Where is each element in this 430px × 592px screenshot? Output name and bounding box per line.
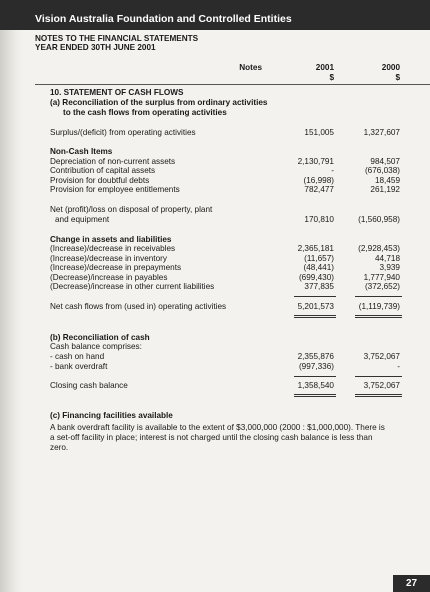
cash-item-label: - bank overdraft bbox=[50, 362, 108, 371]
title-bar bbox=[0, 0, 430, 30]
change-2000: (2,928,453) bbox=[358, 244, 400, 253]
cash-item-2000: 3,752,067 bbox=[363, 352, 400, 361]
closing-2001: 1,358,540 bbox=[297, 381, 334, 390]
year-ended: YEAR ENDED 30TH JUNE 2001 bbox=[35, 43, 156, 52]
cash-item-2001: 2,355,876 bbox=[297, 352, 334, 361]
surplus-label: Surplus/(deficit) from operating activities bbox=[50, 128, 196, 137]
subsection-b-title: (b) Reconciliation of cash bbox=[50, 333, 150, 342]
col-2000-unit: $ bbox=[395, 73, 400, 82]
subtotal-rule-2000 bbox=[355, 296, 402, 297]
subsection-c-title: (c) Financing facilities available bbox=[50, 411, 173, 420]
noncash-label: Provision for doubtful debts bbox=[50, 176, 150, 185]
noncash-2001: 782,477 bbox=[304, 185, 334, 194]
closing-2000: 3,752,067 bbox=[363, 381, 400, 390]
surplus-2001: 151,005 bbox=[304, 128, 334, 137]
total-rule-2001 bbox=[294, 315, 336, 316]
change-2001: 2,365,181 bbox=[297, 244, 334, 253]
change-2001: 377,835 bbox=[304, 282, 334, 291]
organisation-title: Vision Australia Foundation and Controlled Entities bbox=[35, 13, 292, 25]
subsection-a-title: (a) Reconciliation of the surplus from ordinary activities bbox=[50, 98, 268, 107]
net-cash-2001: 5,201,573 bbox=[297, 302, 334, 311]
header-rule bbox=[35, 84, 430, 85]
notes-title: NOTES TO THE FINANCIAL STATEMENTS bbox=[35, 34, 199, 43]
closing-rule-2001 bbox=[294, 376, 336, 377]
closing-rule-2000 bbox=[355, 376, 402, 377]
noncash-2000: (676,038) bbox=[364, 166, 400, 175]
noncash-label: Contribution of capital assets bbox=[50, 166, 156, 175]
change-label: (Increase)/decrease in prepayments bbox=[50, 263, 182, 272]
cash-item-label: - cash on hand bbox=[50, 352, 105, 361]
disposal-label-cont: and equipment bbox=[55, 215, 110, 224]
cash-item-2001: (997,336) bbox=[298, 362, 334, 371]
closing-total-rule-2001 bbox=[294, 394, 336, 395]
net-cash-label: Net cash flows from (used in) operating activities bbox=[50, 302, 227, 311]
total-rule-2001-double bbox=[294, 317, 336, 318]
change-2000: 3,939 bbox=[379, 263, 400, 272]
closing-total-rule-2001-double bbox=[294, 396, 336, 397]
noncash-2001: - bbox=[331, 166, 334, 175]
closing-label: Closing cash balance bbox=[50, 381, 128, 390]
change-label: (Increase)/decrease in receivables bbox=[50, 244, 176, 253]
cash-item-2000: - bbox=[397, 362, 400, 371]
page-binding-shadow bbox=[0, 0, 22, 592]
closing-total-rule-2000-double bbox=[355, 396, 402, 397]
col-notes-header: Notes bbox=[239, 63, 262, 72]
section-title: 10. STATEMENT OF CASH FLOWS bbox=[50, 88, 184, 97]
changes-title: Change in assets and liabilities bbox=[50, 235, 172, 244]
col-2001-header: 2001 bbox=[315, 63, 334, 72]
noncash-2000: 261,192 bbox=[370, 185, 400, 194]
noncash-label: Depreciation of non-current assets bbox=[50, 157, 176, 166]
page-number: 27 bbox=[393, 575, 430, 592]
cash-balance-label: Cash balance comprises: bbox=[50, 342, 142, 351]
noncash-2000: 984,507 bbox=[370, 157, 400, 166]
noncash-2001: 2,130,791 bbox=[297, 157, 334, 166]
change-2001: (699,430) bbox=[298, 273, 334, 282]
disposal-2000: (1,560,958) bbox=[358, 215, 400, 224]
disposal-label: Net (profit)/loss on disposal of property, plant bbox=[50, 205, 213, 214]
change-label: (Decrease)/increase in other current liabilities bbox=[50, 282, 215, 291]
change-2000: (372,652) bbox=[364, 282, 400, 291]
disposal-2001: 170,810 bbox=[304, 215, 334, 224]
noncash-2000: 18,459 bbox=[374, 176, 400, 185]
financing-paragraph: A bank overdraft facility is available to the extent of $3,000,000 (2000 : $1,000,000). There is a set-off facility in place; interest is not charged until the closing cash balance is less than zero. bbox=[50, 423, 385, 452]
surplus-2000: 1,327,607 bbox=[363, 128, 400, 137]
net-cash-2000: (1,119,739) bbox=[358, 302, 400, 311]
total-rule-2000-double bbox=[355, 317, 402, 318]
col-2000-header: 2000 bbox=[381, 63, 400, 72]
change-2000: 44,718 bbox=[374, 254, 400, 263]
noncash-2001: (16,998) bbox=[303, 176, 334, 185]
change-2000: 1,777,940 bbox=[363, 273, 400, 282]
noncash-label: Provision for employee entitlements bbox=[50, 185, 180, 194]
change-2001: (11,657) bbox=[304, 254, 334, 263]
subsection-a-title-cont: to the cash flows from operating activities bbox=[63, 108, 227, 117]
closing-total-rule-2000 bbox=[355, 394, 402, 395]
subtotal-rule-2001 bbox=[294, 296, 336, 297]
col-2001-unit: $ bbox=[329, 73, 334, 82]
total-rule-2000 bbox=[355, 315, 402, 316]
noncash-title: Non-Cash Items bbox=[50, 147, 113, 156]
change-label: (Decrease)/increase in payables bbox=[50, 273, 168, 282]
change-label: (Increase)/decrease in inventory bbox=[50, 254, 167, 263]
change-2001: (48,441) bbox=[303, 263, 334, 272]
